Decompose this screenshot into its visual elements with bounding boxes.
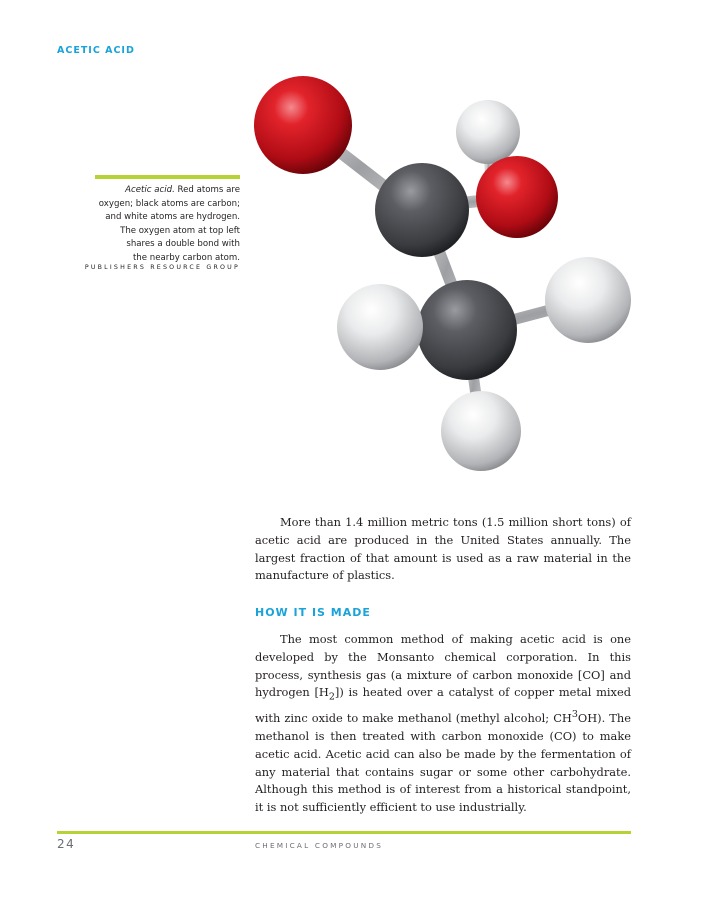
paragraph-2-text-c: OH). The methanol is then treated with carbon monoxide (CO) to make acetic acid. Acetic acid can also be made by the fermentation of any material that contains sugar or some other carbohydrate. Although this method is of interest from a historical standpoint, it is not sufficiently efficient to use industrially. xyxy=(255,711,631,815)
paragraph-2-text-b: ]) is heated over a catalyst of copper metal mixed with zinc oxide to make methanol (methyl alcohol; CH xyxy=(255,685,631,726)
caption-line: shares a double bond with xyxy=(126,239,240,249)
caption-rule xyxy=(95,175,240,179)
hydrogen-atom-right xyxy=(545,257,631,343)
figure-caption xyxy=(80,184,240,265)
superscript-3: 3 xyxy=(571,709,578,721)
footer-rule xyxy=(57,831,631,834)
carbon-atom-upper xyxy=(375,163,469,257)
hydrogen-atom-left xyxy=(337,284,423,370)
caption-line: oxygen; black atoms are carbon; xyxy=(98,198,240,209)
hydrogen-atom-top xyxy=(456,100,520,164)
caption-line: and white atoms are hydrogen. xyxy=(105,212,240,222)
paragraph-2-text-a: The most common method of making acetic acid is one developed by the Monsanto chemical corporation. In this process, synthesis gas (a mixture of carbon monoxide [CO] and hydrogen [H xyxy=(255,632,631,700)
running-head: ACETIC ACID xyxy=(57,45,135,56)
page-number: 24 xyxy=(57,837,76,851)
caption-line: the nearby carbon atom. xyxy=(132,252,240,263)
acetic-acid-molecule-illustration xyxy=(245,70,645,490)
caption-line: Red atoms are xyxy=(174,185,240,195)
carbon-atom-lower xyxy=(417,280,517,380)
caption-line: The oxygen atom at top left xyxy=(120,225,240,236)
body-paragraph-1: More than 1.4 million metric tons (1.5 million short tons) of acetic acid are produced in the United States annually. The largest fraction of that amount is used as a raw material in the manufacture of plastics. xyxy=(255,515,631,583)
photo-credit: PUBLISHERS RESOURCE GROUP xyxy=(84,264,240,271)
subscript-2: 2 xyxy=(328,691,335,703)
hydrogen-atom-bottom xyxy=(441,391,521,471)
body-paragraph-2 xyxy=(255,631,631,817)
book-title: CHEMICAL COMPOUNDS xyxy=(255,841,384,850)
oxygen-atom-right xyxy=(476,156,558,238)
oxygen-atom-top-left xyxy=(254,76,352,174)
section-heading: HOW IT IS MADE xyxy=(255,606,371,619)
caption-title: Acetic acid. xyxy=(125,185,175,195)
